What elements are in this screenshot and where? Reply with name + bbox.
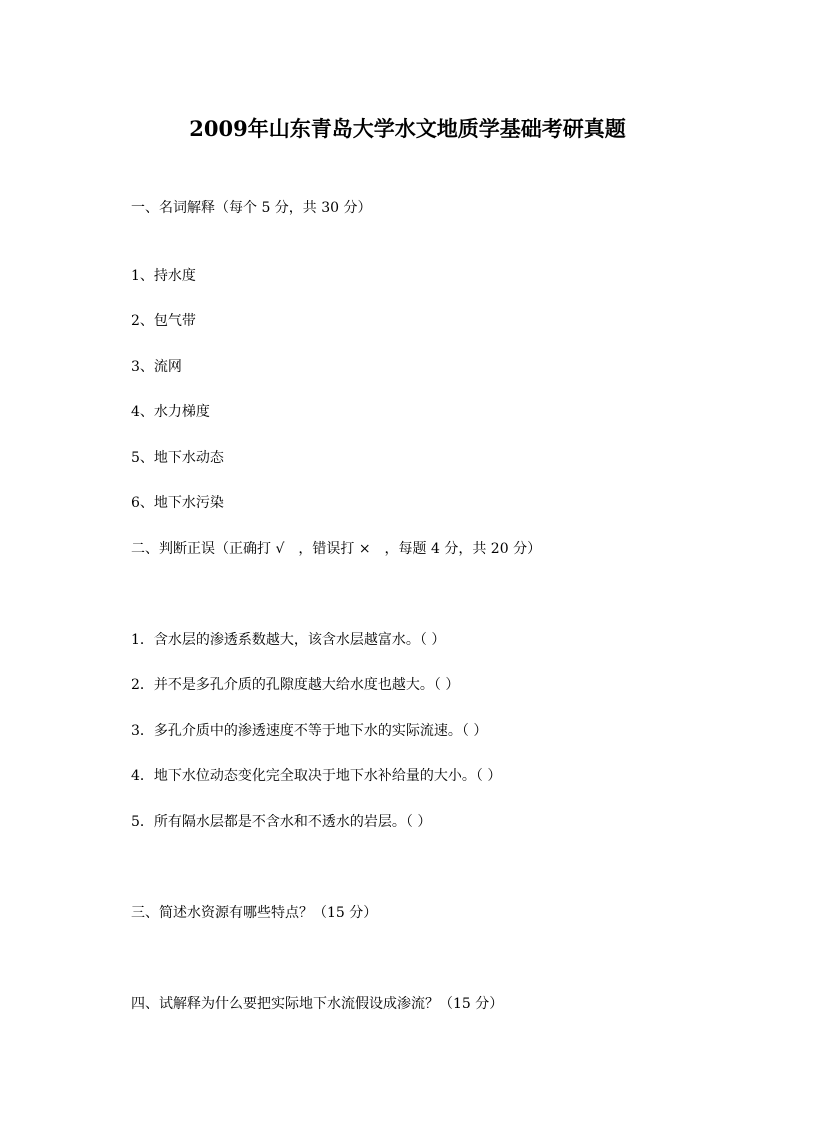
page-title: 2009年山东青岛大学水文地质学基础考研真题 [189,116,626,141]
judgment-item-2: 2．并不是多孔介质的孔隙度越大给水度也越大。（ ） [131,677,460,693]
section-3-heading: 三、简述水资源有哪些特点？（15 分） [131,905,378,921]
judgment-item-1: 1．含水层的渗透系数越大，该含水层越富水。（ ） [131,632,446,648]
section-2-heading: 二、判断正误（正确打 √ ，错误打 × ，每题 4 分，共 20 分） [131,541,542,557]
judgment-item-3: 3．多孔介质中的渗透速度不等于地下水的实际流速。（ ） [131,723,488,739]
judgment-item-4: 4．地下水位动态变化完全取决于地下水补给量的大小。（ ） [131,768,502,784]
term-item-1: 1、持水度 [131,268,196,284]
term-item-5: 5、地下水动态 [131,450,224,466]
term-item-3: 3、流网 [131,359,182,375]
section-4-heading: 四、试解释为什么要把实际地下水流假设成渗流？（15 分） [131,996,504,1012]
term-item-4: 4、水力梯度 [131,404,210,420]
judgment-item-5: 5．所有隔水层都是不含水和不透水的岩层。（ ） [131,814,432,830]
section-1-heading: 一、名词解释（每个 5 分，共 30 分） [131,200,372,216]
term-item-2: 2、包气带 [131,313,196,329]
term-item-6: 6、地下水污染 [131,495,224,511]
